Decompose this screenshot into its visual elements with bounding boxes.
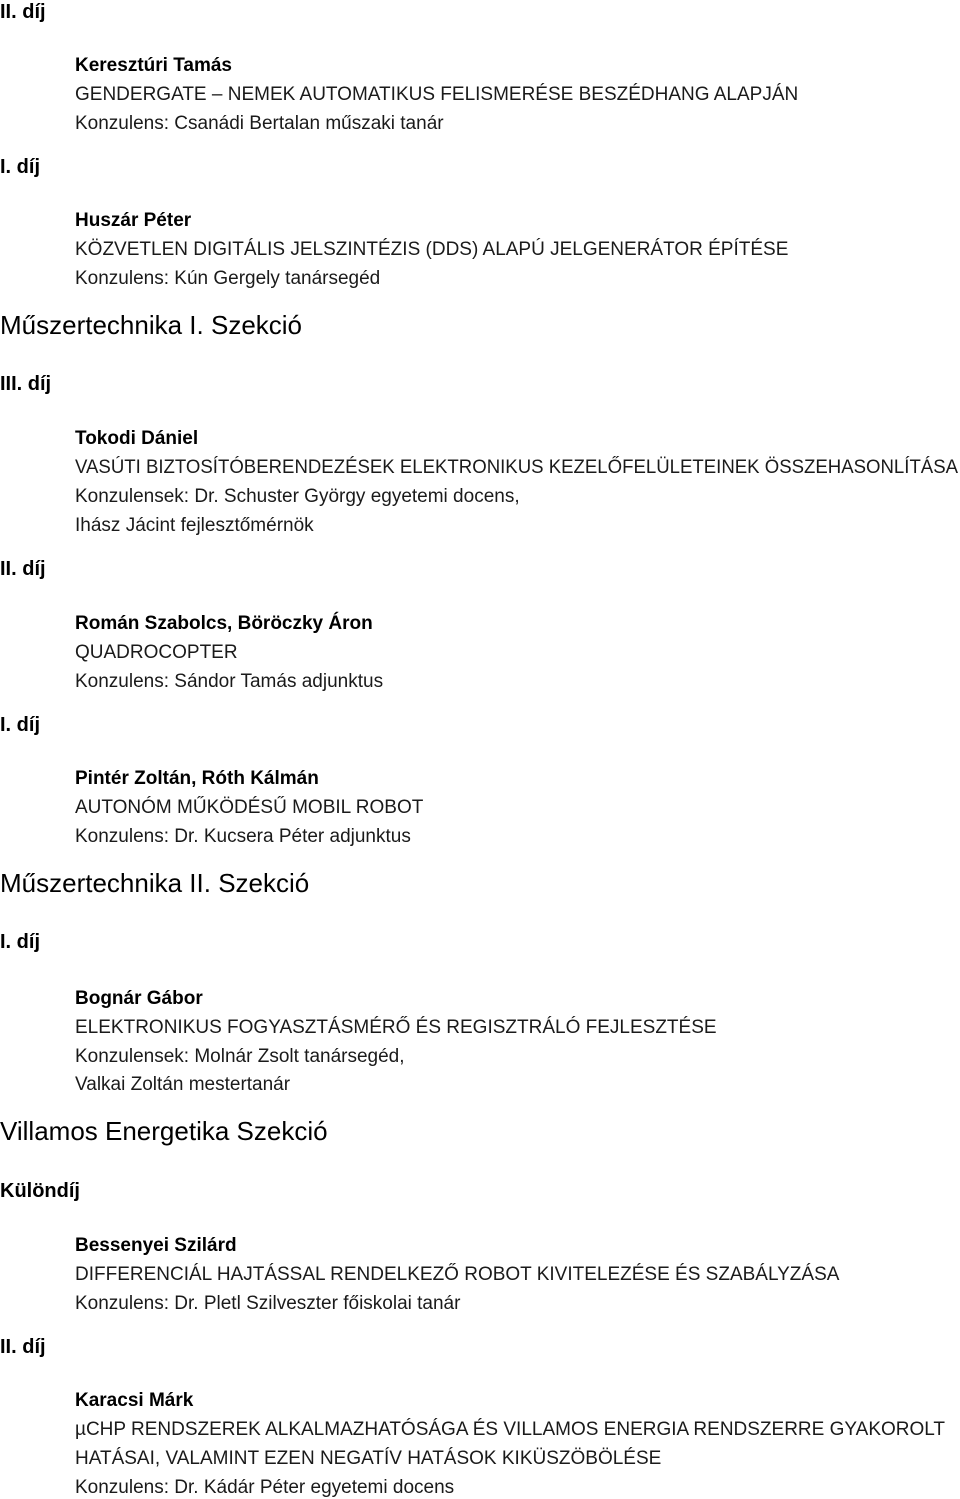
entry-consultant-continued: Ihász Jácint fejlesztőmérnök <box>75 515 314 536</box>
entry-consultant-continued: Valkai Zoltán mestertanár <box>75 1074 291 1095</box>
entry-title: ELEKTRONIKUS FOGYASZTÁSMÉRŐ ÉS REGISZTRÁLÓ FEJLESZTÉSE <box>75 1017 717 1038</box>
entry-name: Tokodi Dániel <box>75 428 199 449</box>
award-label: I. díj <box>0 156 40 178</box>
award-label: Különdíj <box>0 1180 80 1202</box>
entry-title: KÖZVETLEN DIGITÁLIS JELSZINTÉZIS (DDS) ALAPÚ JELGENERÁTOR ÉPÍTÉSE <box>75 239 789 260</box>
award-label: I. díj <box>0 931 40 953</box>
entry-title: DIFFERENCIÁL HAJTÁSSAL RENDELKEZŐ ROBOT KIVITELEZÉSE ÉS SZABÁLYZÁSA <box>75 1264 840 1285</box>
entry-name: Bessenyei Szilárd <box>75 1235 237 1256</box>
entry-consultant: Konzulens: Dr. Pletl Szilveszter főiskolai tanár <box>75 1293 461 1314</box>
section-heading: Műszertechnika II. Szekció <box>0 868 310 898</box>
entry-consultant: Konzulensek: Molnár Zsolt tanársegéd, <box>75 1046 405 1067</box>
entry-name: Karacsi Márk <box>75 1390 194 1411</box>
entry-title-continued: HATÁSAI, VALAMINT EZEN NEGATÍV HATÁSOK KIKÜSZÖBÖLÉSE <box>75 1448 662 1469</box>
entry-title: GENDERGATE – NEMEK AUTOMATIKUS FELISMERÉSE BESZÉDHANG ALAPJÁN <box>75 84 799 105</box>
section-heading: Villamos Energetika Szekció <box>0 1116 328 1146</box>
award-label: II. díj <box>0 558 46 580</box>
entry-name: Bognár Gábor <box>75 988 203 1009</box>
entry-consultant: Konzulens: Dr. Kucsera Péter adjunktus <box>75 826 411 847</box>
award-label: II. díj <box>0 1 46 23</box>
entry-name: Huszár Péter <box>75 210 192 231</box>
entry-title: µCHP RENDSZEREK ALKALMAZHATÓSÁGA ÉS VILLAMOS ENERGIA RENDSZERRE GYAKOROLT <box>75 1419 946 1440</box>
award-label: III. díj <box>0 373 52 395</box>
entry-consultant: Konzulens: Sándor Tamás adjunktus <box>75 671 384 692</box>
entry-name: Román Szabolcs, Böröczky Áron <box>75 613 373 634</box>
entry-consultant: Konzulens: Kún Gergely tanársegéd <box>75 268 381 289</box>
section-heading: Műszertechnika I. Szekció <box>0 310 303 340</box>
entry-name: Keresztúri Tamás <box>75 55 232 76</box>
entry-consultant: Konzulens: Dr. Kádár Péter egyetemi docens <box>75 1477 455 1498</box>
entry-consultant: Konzulens: Csanádi Bertalan műszaki tanár <box>75 113 444 134</box>
award-label: II. díj <box>0 1336 46 1358</box>
entry-title: QUADROCOPTER <box>75 642 238 663</box>
entry-title: AUTONÓM MŰKÖDÉSŰ MOBIL ROBOT <box>75 797 424 818</box>
entry-name: Pintér Zoltán, Róth Kálmán <box>75 768 319 789</box>
entry-consultant: Konzulensek: Dr. Schuster György egyetemi docens, <box>75 486 520 507</box>
award-label: I. díj <box>0 714 40 736</box>
entry-title: VASÚTI BIZTOSÍTÓBERENDEZÉSEK ELEKTRONIKUS KEZELŐFELÜLETEINEK ÖSSZEHASONLÍTÁSA <box>75 457 959 478</box>
